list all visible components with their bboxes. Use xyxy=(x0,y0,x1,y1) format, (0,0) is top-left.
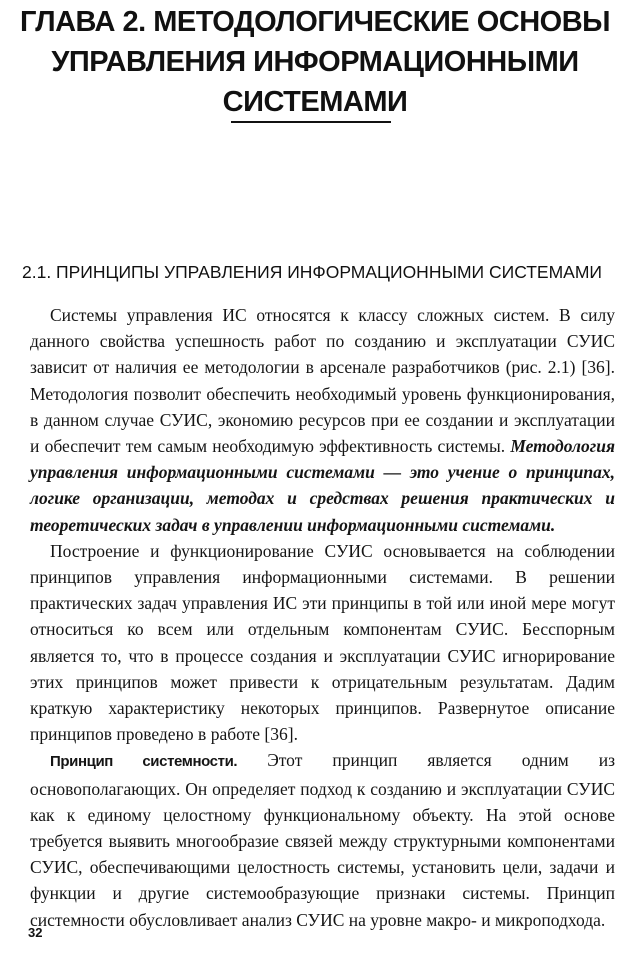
body-text xyxy=(30,302,615,933)
chapter-title-line-1: ГЛАВА 2. МЕТОДОЛОГИЧЕСКИЕ ОСНОВЫ xyxy=(20,6,611,38)
chapter-title-line-2: УПРАВЛЕНИЯ ИНФОРМАЦИОННЫМИ xyxy=(51,46,579,78)
page-number: 32 xyxy=(28,925,43,940)
chapter-title-line-3: СИСТЕМАМИ xyxy=(222,86,408,118)
paragraph-principles xyxy=(30,538,615,748)
title-divider xyxy=(231,121,391,123)
chapter-title xyxy=(20,2,610,122)
methodology-definition: Методология управления информационными системами — это учение о принципах, логике организации, методах и средствах решения практических и теоретических задач в управлении информационными системами. xyxy=(30,436,615,535)
paragraph-system-principle xyxy=(30,747,615,932)
paragraph-methodology-text: Системы управления ИС относятся к классу сложных систем. В силу данного свойства успешность работ по созданию и эксплуатации СУИС зависит от наличия ее методологии в арсенале разработчиков (рис. 2.1) [36]. Методология позволит обеспечить необходимый уровень функционирования, в данном случае СУИС, экономию ресурсов при ее создании и эксплуатации и обеспечит тем самым необходимую эффективность системы. xyxy=(30,305,615,457)
paragraph-methodology xyxy=(30,302,615,538)
principle-heading: Принцип системности. xyxy=(50,753,238,771)
paragraph-system-principle-text: Этот принцип является одним из основополагающих. Он определяет подход к созданию и эксплуатации СУИС как к единому целостному функциональному объекту. На этой основе требуется выявить многообразие связей между структурными компонентами СУИС, обеспечивающими целостность системы, установить цели, задачи и функции и другие системообразующие признаки системы. Принцип системности обусловливает анализ СУИС на уровне макро- и микроподхода. xyxy=(30,750,615,930)
section-title: 2.1. ПРИНЦИПЫ УПРАВЛЕНИЯ ИНФОРМАЦИОННЫМИ СИСТЕМАМИ xyxy=(22,262,603,282)
paragraph-principles-text: Построение и функционирование СУИС основывается на соблюдении принципов управления информационными системами. В решении практических задач управления ИС эти принципы в той или иной мере могут относиться ко всем или отдельным компонентам СУИС. Бесспорным является то, что в процессе создания и эксплуатации СУИС игнорирование этих принципов может привести к отрицательным результатам. Дадим краткую характеристику некоторых принципов. Развернутое описание принципов проведено в работе [36]. xyxy=(30,540,615,745)
